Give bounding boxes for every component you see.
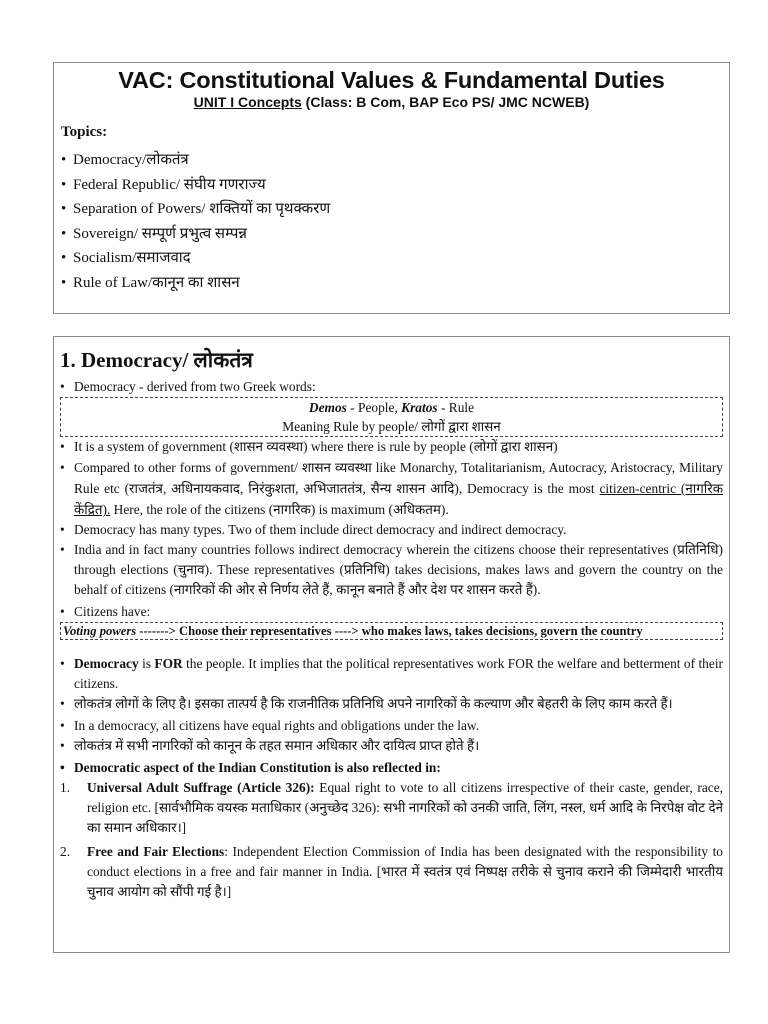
list-item: • Citizens have: [60,604,151,619]
topic-item: • Rule of Law/कानून का शासन [61,274,240,291]
list-item: • Democracy has many types. Two of them include direct democracy and indirect democracy. [60,522,567,537]
topics-list [54,148,729,296]
unit-label: UNIT I Concepts [193,94,302,110]
numbered-item: 1. Universal Adult Suffrage (Article 326): Equal right to vote to all citizens irrespective of their caste, gender, race, religion etc. [सार्वभौमिक वयस्क मताधिकार (अनुच्छेद 326): सभी नागरिकों को उनकी जाति, लिंग, नस्ल, धर्म आदि के निरपेक्ष वोट देने का समान अधिकार।] [60,780,723,835]
numbered-item: 2. Free and Fair Elections: Independent Election Commission of India has been designated with the responsibility to conduct elections in a free and fair manner in India. [भारत में स्वतंत्र एवं निष्पक्ष तरीके से चुनाव कराने की जिम्मेदारी भारतीय चुनाव आयोग को सौंपी गई है।] [60,844,723,899]
topic-item: • Federal Republic/ संघीय गणराज्य [61,176,266,193]
list-item: • Compared to other forms of government/ शासन व्यवस्था like Monarchy, Totalitarianism, Autocracy, Aristocracy, Military Rule etc (राजतंत्र, अधिनायकवाद, निरंकुशता, अभिजाततंत्र, सैन्य शासन आदि), Democracy is the most citizen-centric (नागरिक केंद्रित). Here, the role of the citizens (नागरिक) is maximum (अधिकतम). [60,460,724,517]
list-item: • Democracy - derived from two Greek words: [60,379,316,394]
topic-item: • Democracy/लोकतंत्र [61,152,189,168]
topic-item: • Separation of Powers/ शक्तियों का पृथक्करण [61,201,331,218]
democracy-section [53,336,730,953]
list-item: • Democratic aspect of the Indian Constitution is also reflected in: [60,760,441,775]
class-label: (Class: B Com, BAP Eco PS/ JMC NCWEB) [301,94,590,110]
list-item: • लोकतंत्र लोगों के लिए है। इसका तात्पर्य है कि राजनीतिक प्रतिनिधि अपने नागरिकों के कल्याण और बेहतरी के लिए काम करते हैं। [60,696,673,711]
list-item: • India and in fact many countries follows indirect democracy wherein the citizens choose their representatives (प्रतिनिधि) through elections (चुनाव). These representatives (प्रतिनिधि) takes decisions, makes laws and govern the country on the behalf of citizens (नागरिकों की ओर से निर्णय लेते हैं, कानून बनाते हैं और देश पर शासन करते हैं). [60,542,723,597]
voting-flow-box: Voting powers -------> Choose their representatives ----> who makes laws, takes decisions, govern the country [60,622,723,640]
section-content [60,377,723,902]
topic-item: • Sovereign/ सम्पूर्ण प्रभुत्व सम्पन्न [61,225,247,242]
definition-box: Demos - People, Kratos - Rule Meaning Rule by people/ लोगों द्वारा शासन [60,397,723,437]
list-item: • In a democracy, all citizens have equal rights and obligations under the law. [60,718,480,733]
topic-item: • Socialism/समाजवाद [61,250,191,267]
list-item: • Democracy is FOR the people. It implies that the political representatives work FOR the welfare and betterment of their citizens. [60,656,723,691]
section-title: 1. Democracy/ लोकतंत्र [60,348,253,372]
topics-heading: Topics: [61,124,108,140]
header-box [53,62,730,314]
list-item: • लोकतंत्र में सभी नागरिकों को कानून के तहत समान अधिकार और दायित्व प्राप्त होते हैं। [60,738,480,753]
document-subtitle [54,94,729,110]
meaning-text: Meaning Rule by people/ लोगों द्वारा शासन [282,419,501,434]
document-title: VAC: Constitutional Values & Fundamental Duties [118,67,665,93]
list-item: • It is a system of government (शासन व्यवस्था) where there is rule by people (लोगों द्वारा शासन) [60,439,558,454]
